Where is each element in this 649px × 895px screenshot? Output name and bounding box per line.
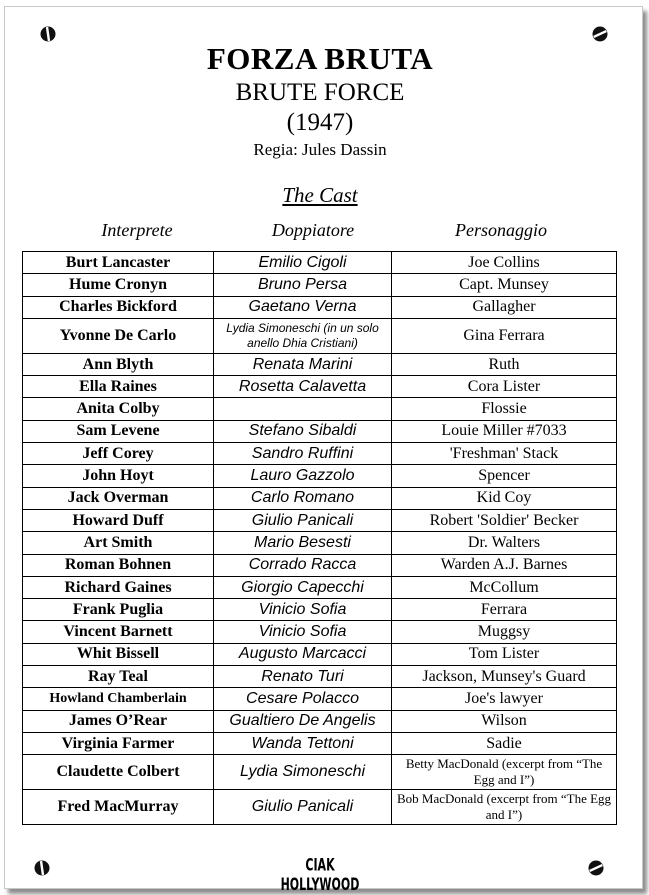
- character-cell: Sadie: [392, 732, 617, 754]
- voice-actor-cell: Vinicio Sofia: [214, 599, 392, 621]
- ciak-hollywood-logo: CIAK HOLLYWOOD: [280, 855, 360, 895]
- table-row: [23, 532, 617, 554]
- actor-cell: Vincent Barnett: [23, 621, 214, 643]
- character-cell: Bob MacDonald (excerpt from “The Egg and I”): [392, 790, 617, 825]
- voice-actor-cell: Cesare Polacco: [214, 688, 392, 710]
- character-cell: Gina Ferrara: [392, 318, 617, 353]
- table-row: [23, 318, 617, 353]
- actor-cell: Jack Overman: [23, 487, 214, 509]
- character-cell: Wilson: [392, 710, 617, 732]
- character-cell: Flossie: [392, 398, 617, 420]
- voice-actor-cell: Giorgio Capecchi: [214, 576, 392, 598]
- table-row: [23, 376, 617, 398]
- voice-actor-cell: Giulio Panicali: [214, 790, 392, 825]
- table-row: [23, 353, 617, 375]
- table-row: [23, 710, 617, 732]
- voice-actor-cell: Emilio Cigoli: [214, 252, 392, 274]
- character-cell: Ruth: [392, 353, 617, 375]
- actor-cell: Charles Bickford: [23, 296, 214, 318]
- character-cell: Gallagher: [392, 296, 617, 318]
- voice-actor-cell: Vinicio Sofia: [214, 621, 392, 643]
- actor-cell: Whit Bissell: [23, 643, 214, 665]
- actor-cell: Hume Cronyn: [23, 274, 214, 296]
- voice-actor-cell: [214, 398, 392, 420]
- voice-actor-cell: Renato Turi: [214, 666, 392, 688]
- actor-cell: Anita Colby: [23, 398, 214, 420]
- actor-cell: Howard Duff: [23, 509, 214, 531]
- character-cell: Warden A.J. Barnes: [392, 554, 617, 576]
- table-row: [23, 755, 617, 790]
- page-subtitle: BRUTE FORCE: [235, 79, 405, 106]
- actor-cell: Roman Bohnen: [23, 554, 214, 576]
- header: [0, 40, 640, 160]
- release-year: (1947): [286, 109, 354, 136]
- actor-cell: Virginia Farmer: [23, 732, 214, 754]
- voice-actor-cell: Stefano Sibaldi: [214, 420, 392, 442]
- voice-actor-cell: Carlo Romano: [214, 487, 392, 509]
- actor-cell: Sam Levene: [23, 420, 214, 442]
- cast-table: [22, 251, 617, 825]
- character-cell: Jackson, Munsey's Guard: [392, 666, 617, 688]
- character-cell: Robert 'Soldier' Becker: [392, 509, 617, 531]
- table-row: [23, 509, 617, 531]
- actor-cell: Jeff Corey: [23, 443, 214, 465]
- table-row: [23, 252, 617, 274]
- table-row: [23, 487, 617, 509]
- director-credit: Regia: Jules Dassin: [253, 140, 387, 159]
- page-title: FORZA BRUTA: [206, 41, 434, 76]
- character-cell: Cora Lister: [392, 376, 617, 398]
- table-row: [23, 599, 617, 621]
- character-cell: Dr. Walters: [392, 532, 617, 554]
- actor-cell: Claudette Colbert: [23, 755, 214, 790]
- table-row: [23, 465, 617, 487]
- actor-cell: Howland Chamberlain: [23, 688, 214, 710]
- character-cell: Louie Miller #7033: [392, 420, 617, 442]
- voice-actor-cell: Corrado Racca: [214, 554, 392, 576]
- actor-cell: John Hoyt: [23, 465, 214, 487]
- actor-cell: Ella Raines: [23, 376, 214, 398]
- table-row: [23, 576, 617, 598]
- character-cell: McCollum: [392, 576, 617, 598]
- table-row: [23, 621, 617, 643]
- table-row: [23, 666, 617, 688]
- actor-cell: Frank Puglia: [23, 599, 214, 621]
- voice-actor-cell: Lydia Simoneschi (in un solo anello Dhia Cristiani): [214, 318, 392, 353]
- actor-cell: Ann Blyth: [23, 353, 214, 375]
- voice-actor-cell: Rosetta Calavetta: [214, 376, 392, 398]
- character-cell: Ferrara: [392, 599, 617, 621]
- voice-actor-cell: Augusto Marcacci: [214, 643, 392, 665]
- voice-actor-cell: Bruno Persa: [214, 274, 392, 296]
- column-header-personaggio: Personaggio: [455, 220, 547, 240]
- character-cell: Kid Coy: [392, 487, 617, 509]
- character-cell: Betty MacDonald (excerpt from “The Egg and I”): [392, 755, 617, 790]
- character-cell: 'Freshman' Stack: [392, 443, 617, 465]
- table-row: [23, 790, 617, 825]
- actor-cell: Yvonne De Carlo: [23, 318, 214, 353]
- cast-heading: The Cast: [282, 183, 358, 207]
- table-row: [23, 688, 617, 710]
- character-cell: Spencer: [392, 465, 617, 487]
- table-row: [23, 296, 617, 318]
- actor-cell: Fred MacMurray: [23, 790, 214, 825]
- column-header-interprete: Interprete: [101, 220, 173, 240]
- voice-actor-cell: Lauro Gazzolo: [214, 465, 392, 487]
- table-row: [23, 420, 617, 442]
- table-row: [23, 443, 617, 465]
- voice-actor-cell: Giulio Panicali: [214, 509, 392, 531]
- actor-cell: Art Smith: [23, 532, 214, 554]
- actor-cell: James O’Rear: [23, 710, 214, 732]
- voice-actor-cell: Lydia Simoneschi: [214, 755, 392, 790]
- table-row: [23, 274, 617, 296]
- actor-cell: Burt Lancaster: [23, 252, 214, 274]
- voice-actor-cell: Gualtiero De Angelis: [214, 710, 392, 732]
- character-cell: Joe Collins: [392, 252, 617, 274]
- actor-cell: Ray Teal: [23, 666, 214, 688]
- screw-icon: [34, 860, 50, 876]
- column-header-doppiatore: Doppiatore: [271, 220, 355, 240]
- voice-actor-cell: Sandro Ruffini: [214, 443, 392, 465]
- character-cell: Muggsy: [392, 621, 617, 643]
- voice-actor-cell: Gaetano Verna: [214, 296, 392, 318]
- table-row: [23, 554, 617, 576]
- table-row: [23, 732, 617, 754]
- character-cell: Tom Lister: [392, 643, 617, 665]
- voice-actor-cell: Wanda Tettoni: [214, 732, 392, 754]
- table-row: [23, 398, 617, 420]
- table-row: [23, 643, 617, 665]
- voice-actor-cell: Renata Marini: [214, 353, 392, 375]
- screw-icon: [588, 860, 604, 876]
- character-cell: Capt. Munsey: [392, 274, 617, 296]
- actor-cell: Richard Gaines: [23, 576, 214, 598]
- voice-actor-cell: Mario Besesti: [214, 532, 392, 554]
- character-cell: Joe's lawyer: [392, 688, 617, 710]
